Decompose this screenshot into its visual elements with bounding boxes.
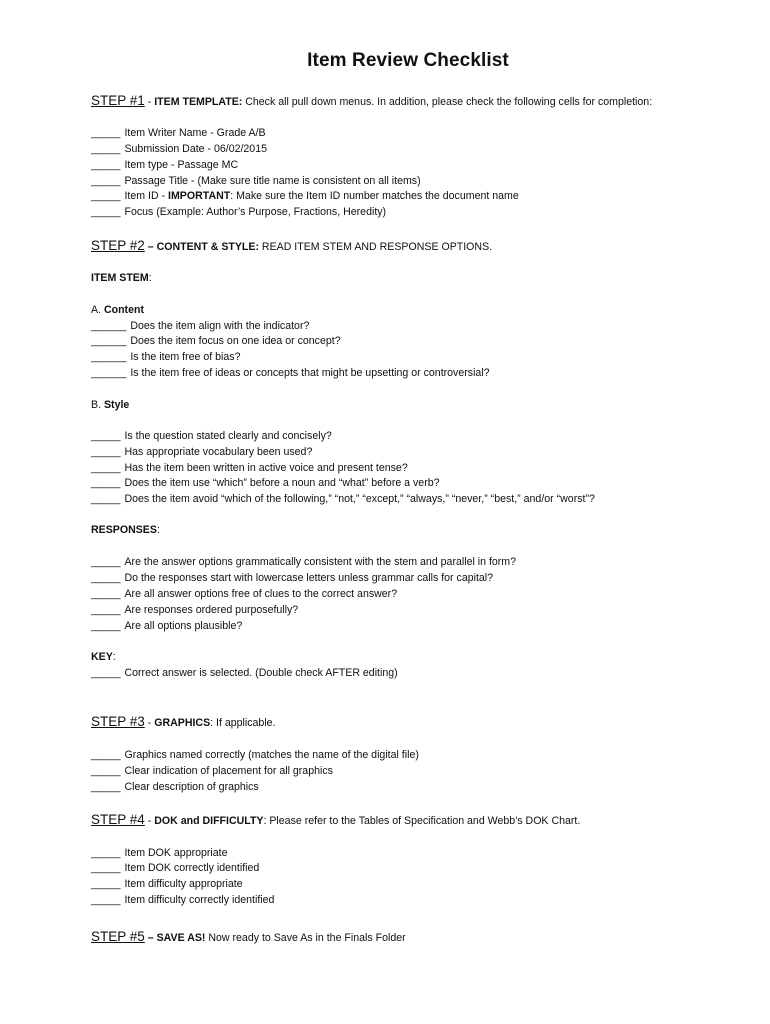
checklist-item: _____ Do the responses start with lowercase letters unless grammar calls for capital? bbox=[91, 572, 494, 584]
checklist-item: _____ Item DOK appropriate bbox=[91, 847, 228, 859]
checklist-item: _____ Has the item been written in active voice and present tense? bbox=[91, 462, 408, 474]
content-heading: A. Content bbox=[91, 304, 144, 316]
checklist-item: ______ Does the item focus on one idea or concept? bbox=[91, 335, 341, 347]
checklist-item: ______ Does the item align with the indicator? bbox=[91, 320, 310, 332]
checklist-item: _____ Clear description of graphics bbox=[91, 781, 259, 793]
step-2-label: STEP #2 bbox=[91, 238, 145, 253]
checklist-item: _____ Passage Title - (Make sure title name is consistent on all items) bbox=[91, 175, 421, 187]
step-3-header: STEP #3 - GRAPHICS: If applicable. bbox=[91, 714, 276, 729]
checklist-item: _____ Are all answer options free of clues to the correct answer? bbox=[91, 588, 398, 600]
checklist-item: _____ Does the item use “which” before a noun and “what” before a verb? bbox=[91, 477, 440, 489]
page-title: Item Review Checklist bbox=[307, 50, 509, 71]
step-1-heading: ITEM TEMPLATE: bbox=[154, 96, 243, 108]
checklist-item: _____ Item Writer Name - Grade A/B bbox=[91, 127, 266, 139]
item-stem-heading: ITEM STEM: bbox=[91, 272, 152, 284]
checklist-item: _____ Are all options plausible? bbox=[91, 620, 243, 632]
checklist-item: _____ Item difficulty appropriate bbox=[91, 878, 243, 890]
step-4-header: STEP #4 - DOK and DIFFICULTY: Please refer to the Tables of Specification and Webb’s DOK Chart. bbox=[91, 812, 581, 827]
style-heading: B. Style bbox=[91, 399, 130, 411]
checklist-item: _____ Item difficulty correctly identified bbox=[91, 894, 275, 906]
step-5-header: STEP #5 – SAVE AS! Now ready to Save As in the Finals Folder bbox=[91, 929, 406, 944]
checklist-item: _____ Are responses ordered purposefully? bbox=[91, 604, 299, 616]
key-heading: KEY: bbox=[91, 651, 116, 663]
step-2-heading: CONTENT & STYLE: bbox=[156, 241, 259, 253]
step-4-heading: DOK and DIFFICULTY bbox=[154, 815, 264, 827]
step-5-label: STEP #5 bbox=[91, 929, 145, 944]
step-1-header: STEP #1 - ITEM TEMPLATE: Check all pull down menus. In addition, please check the following cells for completion: bbox=[91, 93, 653, 108]
checklist-item: _____ Has appropriate vocabulary been used? bbox=[91, 446, 313, 458]
checklist-item: ______ Is the item free of bias? bbox=[91, 351, 241, 363]
checklist-item: _____ Are the answer options grammatically consistent with the stem and parallel in form? bbox=[91, 556, 517, 568]
checklist-item: _____ Correct answer is selected. (Double check AFTER editing) bbox=[91, 667, 398, 679]
responses-heading: RESPONSES: bbox=[91, 524, 160, 536]
checklist-item: _____ Graphics named correctly (matches the name of the digital file) bbox=[91, 749, 419, 761]
step-2-header: STEP #2 – CONTENT & STYLE: READ ITEM STEM AND RESPONSE OPTIONS. bbox=[91, 238, 493, 253]
checklist-item: _____ Does the item avoid “which of the following,” “not,” “except,” “always,” “never,” “best,” and/or “worst”? bbox=[91, 493, 595, 505]
checklist-item: _____ Item ID - IMPORTANT: Make sure the Item ID number matches the document name bbox=[91, 190, 519, 202]
checklist-item: _____ Is the question stated clearly and concisely? bbox=[91, 430, 332, 442]
checklist-item: _____ Item type - Passage MC bbox=[91, 159, 239, 171]
step-3-heading: GRAPHICS bbox=[154, 717, 211, 729]
checklist-item: _____ Focus (Example: Author’s Purpose, Fractions, Heredity) bbox=[91, 206, 387, 218]
step-3-label: STEP #3 bbox=[91, 714, 145, 729]
step-1-label: STEP #1 bbox=[91, 93, 145, 108]
checklist-item: _____ Clear indication of placement for all graphics bbox=[91, 765, 333, 777]
step-5-heading: SAVE AS! bbox=[156, 932, 206, 944]
checklist-item: ______ Is the item free of ideas or concepts that might be upsetting or controversial? bbox=[91, 367, 490, 379]
checklist-item: _____ Item DOK correctly identified bbox=[91, 862, 260, 874]
checklist-item: _____ Submission Date - 06/02/2015 bbox=[91, 143, 267, 155]
step-4-label: STEP #4 bbox=[91, 812, 145, 827]
